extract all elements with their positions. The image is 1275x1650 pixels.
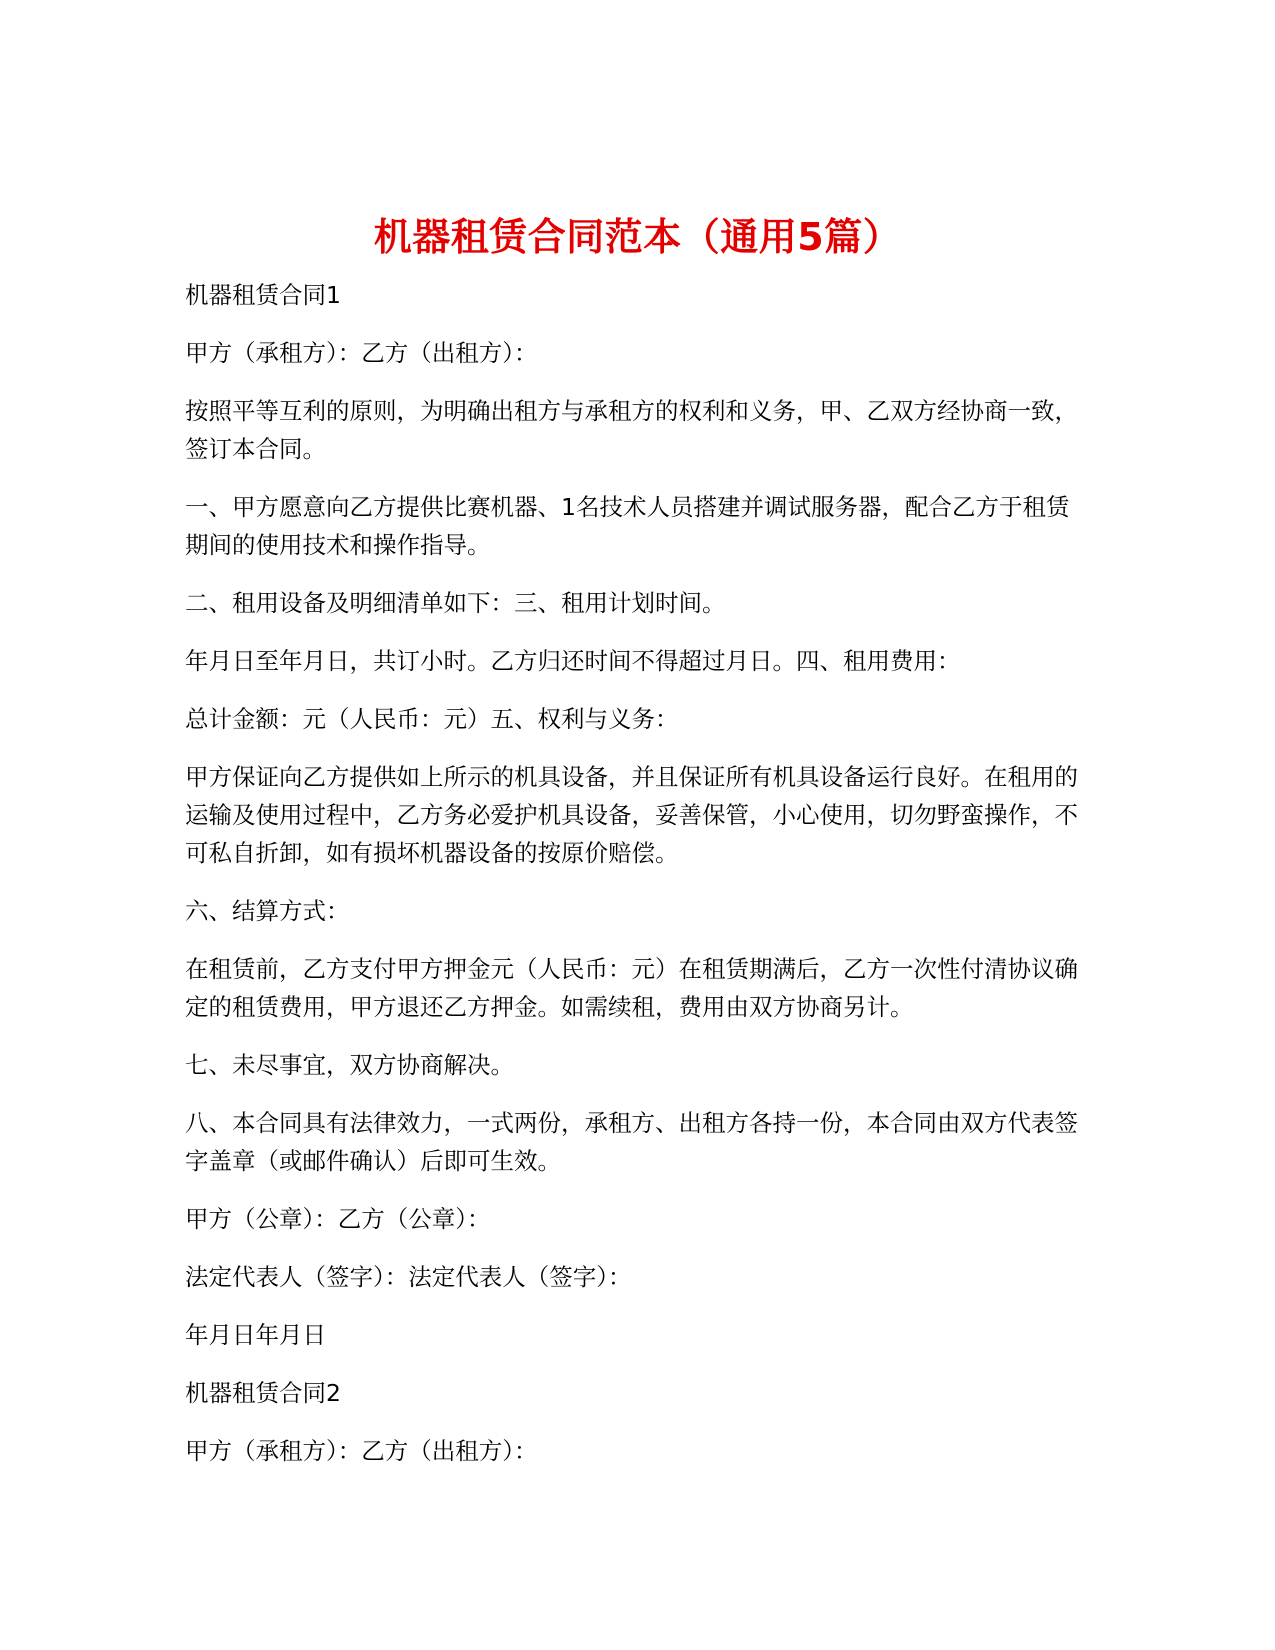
contract-2-heading: 机器租赁合同2 [185,1379,341,1407]
document-body [185,276,1090,1490]
clause-8: 八、本合同具有法律效力，一式两份，承租方、出租方各持一份，本合同由双方代表签字盖章（或邮件确认）后即可生效。 [185,1109,1078,1175]
preamble-paragraph: 按照平等互利的原则，为明确出租方与承租方的权利和义务，甲、乙双方经协商一致，签订本合同。 [185,397,1078,463]
date-line: 年月日年月日 [185,1321,326,1349]
contract-1-heading: 机器租赁合同1 [185,281,341,309]
clause-1: 一、甲方愿意向乙方提供比赛机器、1名技术人员搭建并调试服务器，配合乙方于租赁期间的使用技术和操作指导。 [185,493,1070,559]
clause-7: 七、未尽事宜，双方协商解决。 [185,1051,514,1079]
clause-2-3: 二、租用设备及明细清单如下：三、租用计划时间。 [185,589,726,617]
document-title: 机器租赁合同范本（通用5篇） [373,215,902,260]
parties-line: 甲方（承租方）：乙方（出租方）： [185,339,538,367]
signature-line: 法定代表人（签字）：法定代表人（签字）： [185,1263,632,1291]
seal-line: 甲方（公章）：乙方（公章）： [185,1205,491,1233]
settlement-paragraph: 在租赁前，乙方支付甲方押金元（人民币：元）在租赁期满后，乙方一次性付清协议确定的租赁费用，甲方退还乙方押金。如需续租，费用由双方协商另计。 [185,955,1078,1021]
rights-obligations-paragraph: 甲方保证向乙方提供如上所示的机具设备，并且保证所有机具设备运行良好。在租用的运输及使用过程中，乙方务必爱护机具设备，妥善保管，小心使用，切勿野蛮操作，不可私自折卸，如有损坏机器设备的按原价赔偿。 [185,763,1078,867]
parties-line-2: 甲方（承租方）：乙方（出租方）： [185,1437,538,1465]
clause-6-heading: 六、结算方式： [185,897,350,925]
total-amount-paragraph: 总计金额：元（人民币：元）五、权利与义务： [185,705,679,733]
rental-period-paragraph: 年月日至年月日，共订小时。乙方归还时间不得超过月日。四、租用费用： [185,647,961,675]
